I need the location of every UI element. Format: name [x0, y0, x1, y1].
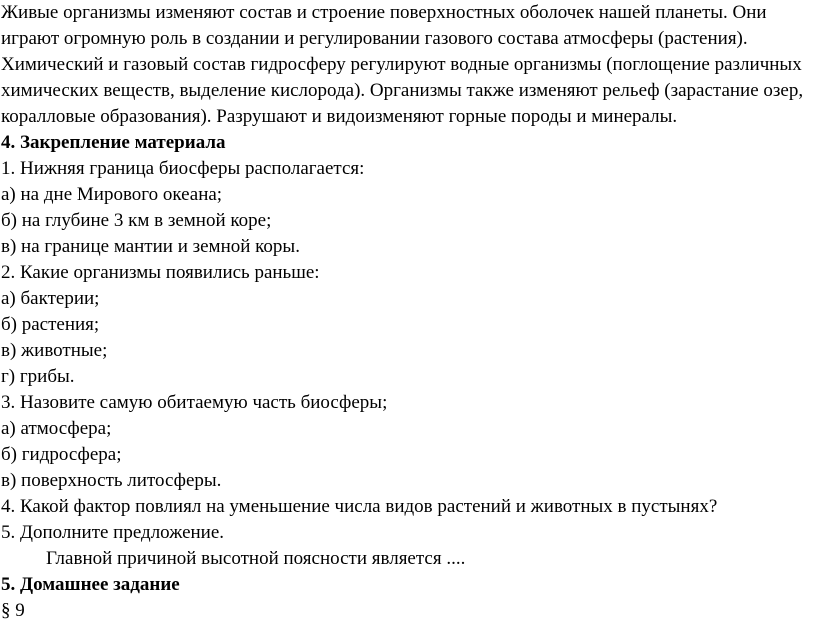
- question-1-option-a: а) на дне Мирового океана;: [1, 184, 223, 205]
- question-2-option-b: б) растения;: [1, 314, 100, 335]
- homework-paragraph: § 9: [1, 600, 25, 621]
- question-3-option-b: б) гидросфера;: [1, 444, 122, 465]
- question-5: 5. Дополните предложение.: [1, 522, 225, 543]
- intro-paragraph: Живые организмы изменяют состав и строение поверхностных оболочек нашей планеты. Они играют огромную роль в создании и регулировании газового состава атмосферы (растения). Химический и газовый состав гидросферу регулируют водные организмы (поглощение различных химических веществ, выделение кислорода). Организмы также изменяют рельеф (зарастание озер, коралловые образования). Разрушают и видоизменяют горные породы и минералы.: [1, 2, 804, 127]
- question-1: 1. Нижняя граница биосферы располагается:: [1, 158, 365, 179]
- question-3-option-c: в) поверхность литосферы.: [1, 470, 222, 491]
- section-4-heading: 4. Закрепление материала: [1, 132, 226, 153]
- question-5-sentence: Главной причиной высотной поясности является ....: [46, 548, 466, 569]
- question-1-option-b: б) на глубине 3 км в земной коре;: [1, 210, 272, 231]
- question-2-option-c: в) животные;: [1, 340, 108, 361]
- question-3: 3. Назовите самую обитаемую часть биосферы;: [1, 392, 388, 413]
- question-2-option-d: г) грибы.: [1, 366, 75, 387]
- question-2: 2. Какие организмы появились раньше:: [1, 262, 320, 283]
- section-5-heading: 5. Домашнее задание: [1, 574, 180, 595]
- question-3-option-a: а) атмосфера;: [1, 418, 112, 439]
- question-2-option-a: а) бактерии;: [1, 288, 100, 309]
- question-4: 4. Какой фактор повлиял на уменьшение числа видов растений и животных в пустынях?: [1, 496, 718, 517]
- question-1-option-c: в) на границе мантии и земной коры.: [1, 236, 300, 257]
